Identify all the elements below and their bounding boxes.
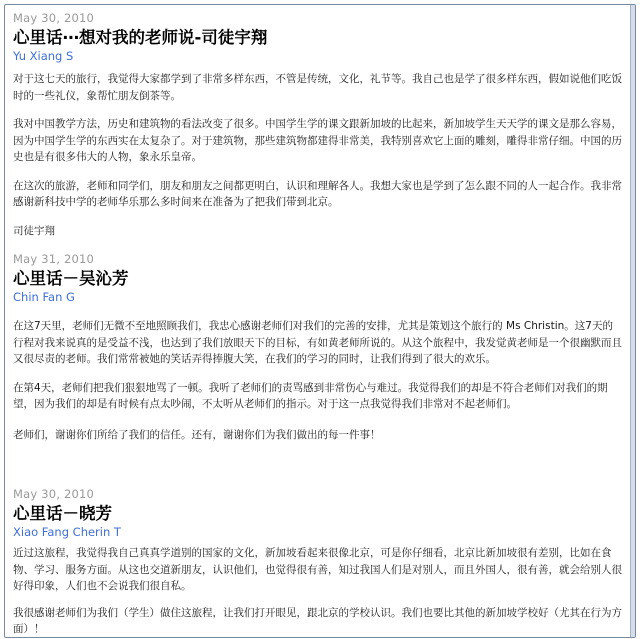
post-paragraph: 我对中国教学方法，历史和建筑物的看法改变了很多。中国学生学的课文跟新加坡的比起来，新加坡学生天天学的课文是那么容易，因为中国学生学的东西实在太复杂了。对于建筑物，那些建筑物都建得非常美，我特别喜欢它上面的雕刻，雕得非常仔细。中国的历史也是有很多伟大的人物，象永乐皇帝。: [13, 118, 622, 163]
blog-post: [13, 252, 623, 443]
blog-window: [4, 4, 636, 638]
post-paragraph: 在第4天，老师们把我们狠狠地骂了一顿。我听了老师们的责骂感到非常伤心与难过。我觉得我们的却是不符合老师们对我们的期望，因为我们的却是有时候有点太吵闹，不太听从老师们的指示。对于这一点我觉得我们非常对不起老师们。: [13, 381, 608, 410]
post-paragraph: 近过这旅程，我觉得我自己真真学道别的国家的文化，新加坡看起来很像北京，可是你仔细看，北京比新加坡很有差别，比如在食物、学习、服务方面。从这也交道新朋友，认识他们，也觉得很有善，知过我国人们是对别人，而且外国人，很有善，就会给别人很好得印象，人们也不会说我们很自私。: [13, 547, 622, 592]
post-paragraph: 对于这七天的旅行，我觉得大家都学到了非常多样东西，不管是传统，文化，礼节等。我自己也是学了很多样东西，假如说他们吃饭时的一些礼仪，象帮忙朋友倒茶等。: [13, 73, 622, 102]
post-paragraph: 老师们，谢谢你们所给了我们的信任。还有，谢谢你们为我们做出的每一件事！: [13, 428, 381, 441]
post-paragraph: 在这7天里，老师们无微不至地照顾我们，我忠心感谢老师们对我们的完善的安排，尤其是策划这个旅行的 Ms Christin。这7天的行程对我来说真的是受益不浅，也达到了我们放眼天下的目标，有如黄老师所说的。从这个旅程中，我发觉黄老师是一个很幽默而且又很尽责的老师。我们常常被她的笑话弄得捧腹大笑，在我们的学习的同时，让我们得到了很大的欢乐。: [13, 320, 622, 365]
post-paragraph: 在这次的旅游，老师和同学们，朋友和朋友之间都更明白，认识和理解各人。我想大家也是学到了怎么跟不同的人一起合作。我非常感谢新科技中学的老师华乐那么多时间来在准备为了把我们带到北京。: [13, 179, 622, 208]
post-author-link[interactable]: Xiao Fang Cherin T: [13, 525, 121, 539]
post-author-link[interactable]: Yu Xiang S: [13, 49, 74, 63]
post-date: May 30, 2010: [13, 487, 95, 501]
blog-post: [13, 487, 623, 638]
post-title[interactable]: 心里话－晓芳: [13, 504, 112, 523]
post-paragraph: 我很感谢老师们为我们（学生）做住这旅程，让我们打开眼见，跟北京的学校认识。我们也要比其他的新加坡学校好（尤其在行为方面）！: [13, 606, 622, 635]
post-signature: 司徒宇翔: [13, 224, 55, 237]
post-date: May 30, 2010: [13, 11, 95, 25]
post-title[interactable]: 心里话⋯想对我的老师说-司徒宇翔: [13, 28, 268, 47]
post-title[interactable]: 心里话－吴沁芳: [13, 269, 129, 288]
scrollbar[interactable]: [630, 5, 635, 637]
post-date: May 31, 2010: [13, 252, 95, 266]
blog-post: [13, 11, 623, 238]
post-author-link[interactable]: Chin Fan G: [13, 290, 75, 304]
